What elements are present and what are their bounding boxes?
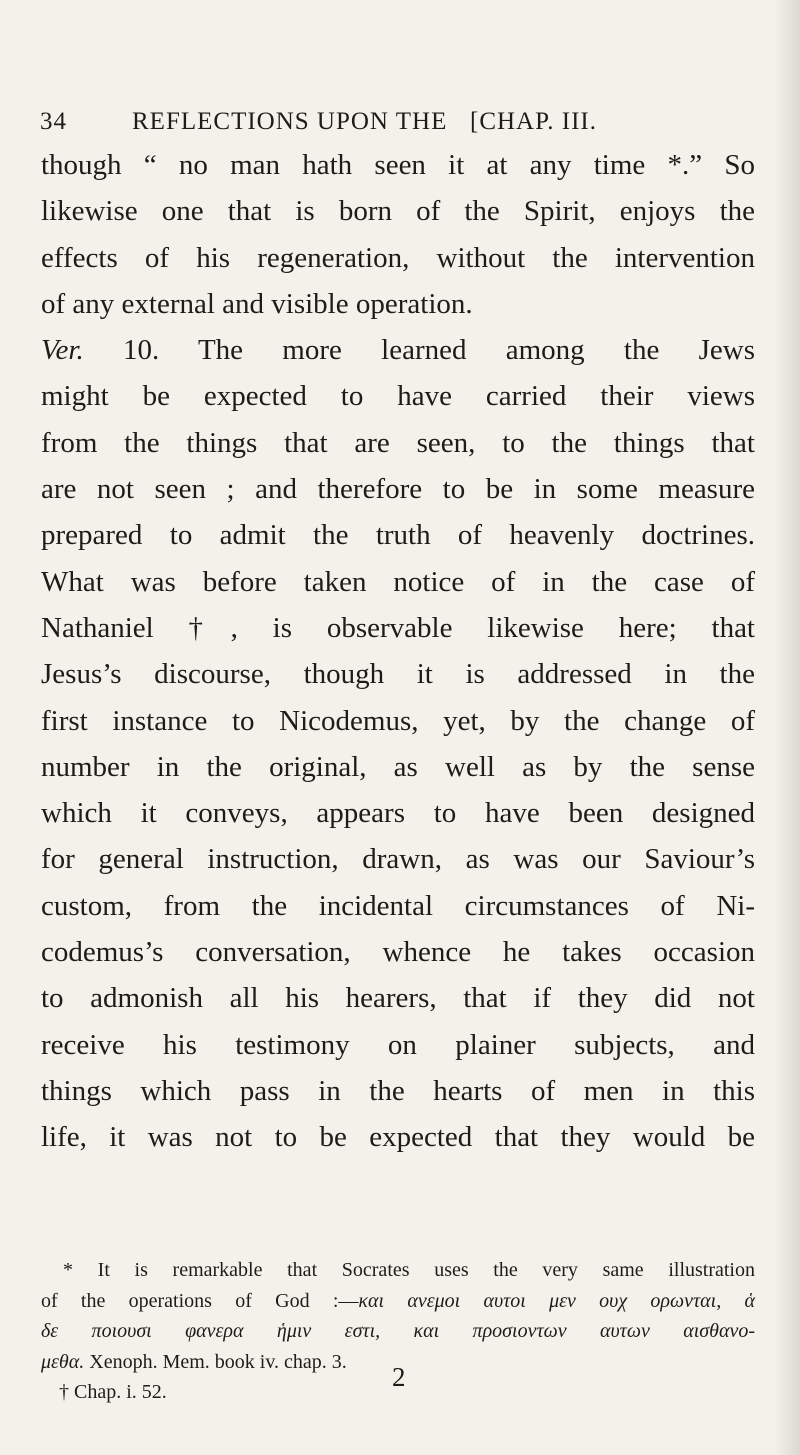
text-line: first instance to Nicodemus, yet, by the change of [41,704,755,737]
citation: Xenoph. Mem. book iv. chap. 3. [84,1350,347,1373]
verse-label: Ver. [41,334,84,367]
text-line: Nathaniel †, is observable likewise here; that [41,611,755,644]
greek-quote: και ανεμοι αυτοι μεν ουχ ορωνται, ἁ [358,1289,755,1312]
text-line: might be expected to have carried their views [41,380,755,413]
text-line: which it conveys, appears to have been designed [41,797,755,830]
running-title: REFLECTIONS UPON THE [132,108,448,135]
text-line: custom, from the incidental circumstances of Ni- [41,889,755,922]
text-line: of any external and visible operation. [41,287,473,320]
text-line: from the things that are seen, to the things that [41,426,755,459]
page-number: 34 [40,108,67,135]
text-line: life, it was not to be expected that they would be [41,1121,755,1154]
body-text [41,142,755,1161]
footnote-line: * It is remarkable that Socrates uses the very same illustration [63,1259,755,1281]
page-edge-shadow [774,0,800,1455]
footnote-line [41,1316,755,1347]
text-line: prepared to admit the truth of heavenly doctrines. [41,519,755,552]
text-line: Jesus’s discourse, though it is addressed in the [41,658,755,691]
text-line: effects of his regeneration, without the intervention [41,241,755,274]
text-line: for general instruction, drawn, as was our Saviour’s [41,843,755,876]
greek-quote: μεθα. [41,1350,85,1373]
signature-mark: 2 [392,1362,406,1392]
text-line: likewise one that is born of the Spirit, enjoys the [41,195,755,228]
footnote-text: of the operations of God :— [41,1289,359,1312]
greek-quote: δε ποιουσι φανερα ἡμιν εστι, και προσιοντων αυτων αισθανο- [41,1320,755,1342]
text-line: What was before taken notice of in the case of [41,565,755,598]
text-line: though “ no man hath seen it at any time *.” So [41,149,755,181]
text-line: receive his testimony on plainer subjects, and [41,1028,755,1061]
chapter-label: [CHAP. III. [470,108,597,135]
text-line: number in the original, as well as by the sense [41,750,755,783]
text-line: to admonish all his hearers, that if they did not [41,982,755,1015]
footnote-line [41,1286,755,1317]
text-line: things which pass in the hearts of men in this [41,1074,755,1107]
text-line: codemus’s conversation, whence he takes occasion [41,936,755,969]
text-line: are not seen ; and therefore to be in some measure [41,473,755,506]
text-line: 10. The more learned among the Jews [122,334,755,367]
verse-line [41,327,755,373]
footnote-line: † Chap. i. 52. [59,1381,167,1403]
running-header [40,108,760,138]
